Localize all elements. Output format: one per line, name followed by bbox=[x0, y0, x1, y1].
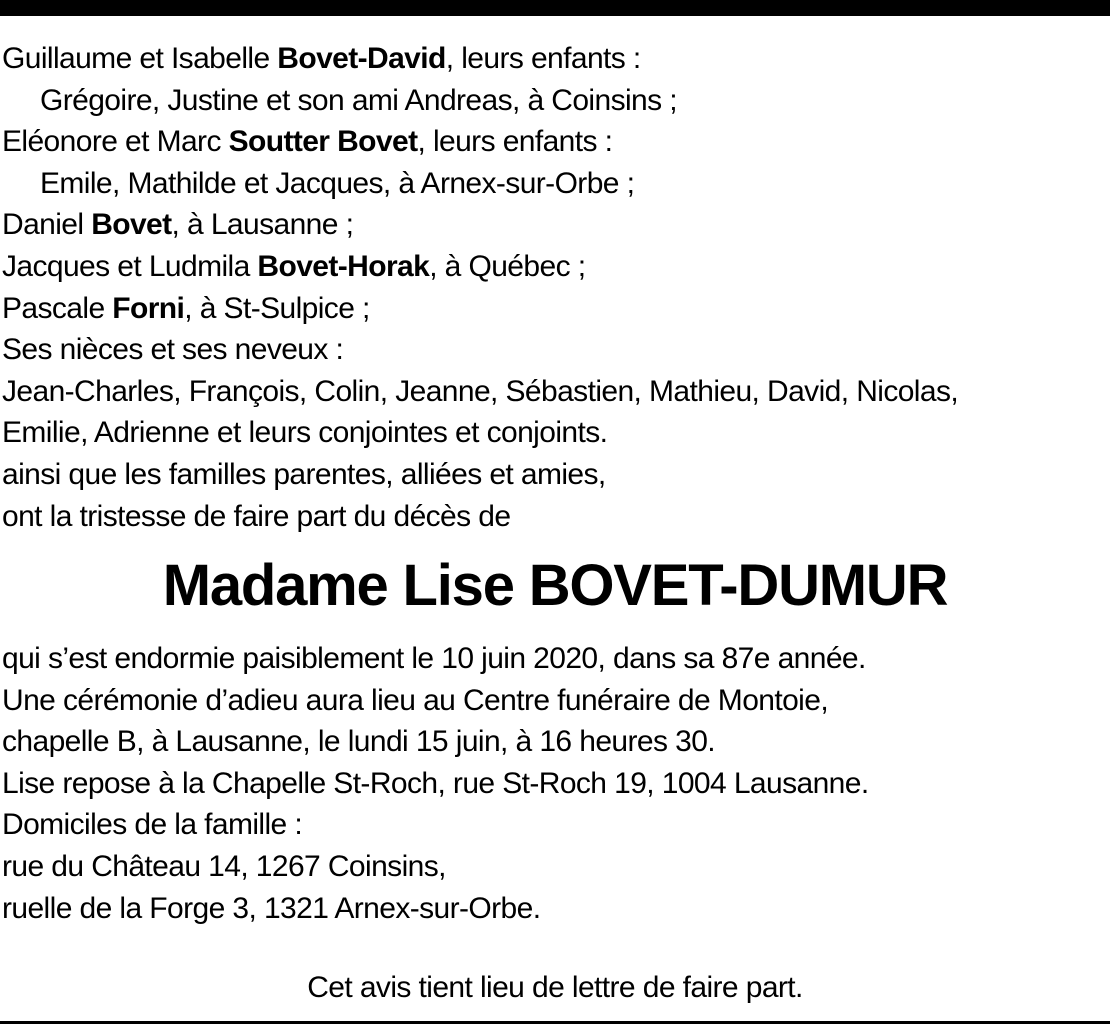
detail-line: qui s’est endormie paisiblement le 10 juin 2020, dans sa 87e année. bbox=[2, 642, 866, 675]
family-surname: Bovet-Horak bbox=[257, 249, 430, 283]
family-surname: Bovet-David bbox=[277, 42, 446, 75]
family-line-text: , à St-Sulpice ; bbox=[184, 291, 370, 325]
family-line bbox=[2, 246, 1108, 288]
family-line-text: Eléonore et Marc bbox=[2, 125, 229, 159]
detail-line: Lise repose à la Chapelle St-Roch, rue St-Roch 19, 1004 Lausanne. bbox=[2, 766, 869, 800]
detail-line: chapelle B, à Lausanne, le lundi 15 juin, à 16 heures 30. bbox=[2, 725, 716, 759]
family-line-text: Ses nièces et ses neveux : bbox=[2, 333, 344, 367]
detail-line: ruelle de la Forge 3, 1321 Arnex-sur-Orbe. bbox=[2, 891, 541, 925]
family-surname: Forni bbox=[112, 291, 185, 325]
family-line bbox=[2, 163, 1108, 205]
family-surname: Bovet bbox=[91, 208, 172, 242]
detail-line: rue du Château 14, 1267 Coinsins, bbox=[2, 849, 446, 883]
family-line bbox=[2, 288, 1108, 330]
family-line-text: , à Québec ; bbox=[429, 249, 586, 283]
family-line bbox=[2, 371, 1108, 413]
detail-line: Une cérémonie d’adieu aura lieu au Centre funéraire de Montoie, bbox=[2, 683, 829, 717]
footer-note: Cet avis tient lieu de lettre de faire part. bbox=[307, 971, 803, 1004]
bottom-rule bbox=[0, 1021, 1110, 1024]
ceremony-details bbox=[2, 638, 1108, 929]
family-line-text: ainsi que les familles parentes, alliées et amies, bbox=[2, 457, 606, 491]
family-line-text: Emilie, Adrienne et leurs conjointes et conjoints. bbox=[2, 416, 608, 450]
family-line bbox=[2, 121, 1108, 163]
family-line bbox=[2, 496, 1108, 538]
family-list bbox=[2, 38, 1108, 537]
family-line bbox=[2, 329, 1108, 371]
family-line-text: Grégoire, Justine et son ami Andreas, à Coinsins ; bbox=[40, 83, 678, 117]
family-line-text: , leurs enfants : bbox=[445, 42, 641, 75]
deceased-name: Madame Lise BOVET-DUMUR bbox=[162, 553, 948, 618]
family-line-text: Emile, Mathilde et Jacques, à Arnex-sur-Orbe ; bbox=[40, 166, 635, 200]
family-line-text: Guillaume et Isabelle bbox=[2, 42, 278, 75]
detail-line: Domiciles de la famille : bbox=[2, 808, 303, 842]
family-line bbox=[2, 454, 1108, 496]
family-line bbox=[2, 80, 1108, 122]
family-line-text: Jacques et Ludmila bbox=[2, 249, 258, 283]
family-line-text: , à Lausanne ; bbox=[171, 208, 354, 242]
family-line-text: Pascale bbox=[2, 291, 113, 325]
family-line bbox=[2, 204, 1108, 246]
family-line bbox=[2, 38, 1108, 80]
family-surname: Soutter Bovet bbox=[228, 125, 418, 159]
top-rule bbox=[0, 0, 1110, 16]
family-line bbox=[2, 412, 1108, 454]
family-line-text: ont la tristesse de faire part du décès de bbox=[2, 499, 511, 533]
family-line-text: Daniel bbox=[2, 208, 92, 242]
family-line-text: , leurs enfants : bbox=[417, 125, 613, 159]
family-line-text: Jean-Charles, François, Colin, Jeanne, Sébastien, Mathieu, David, Nicolas, bbox=[2, 374, 959, 408]
